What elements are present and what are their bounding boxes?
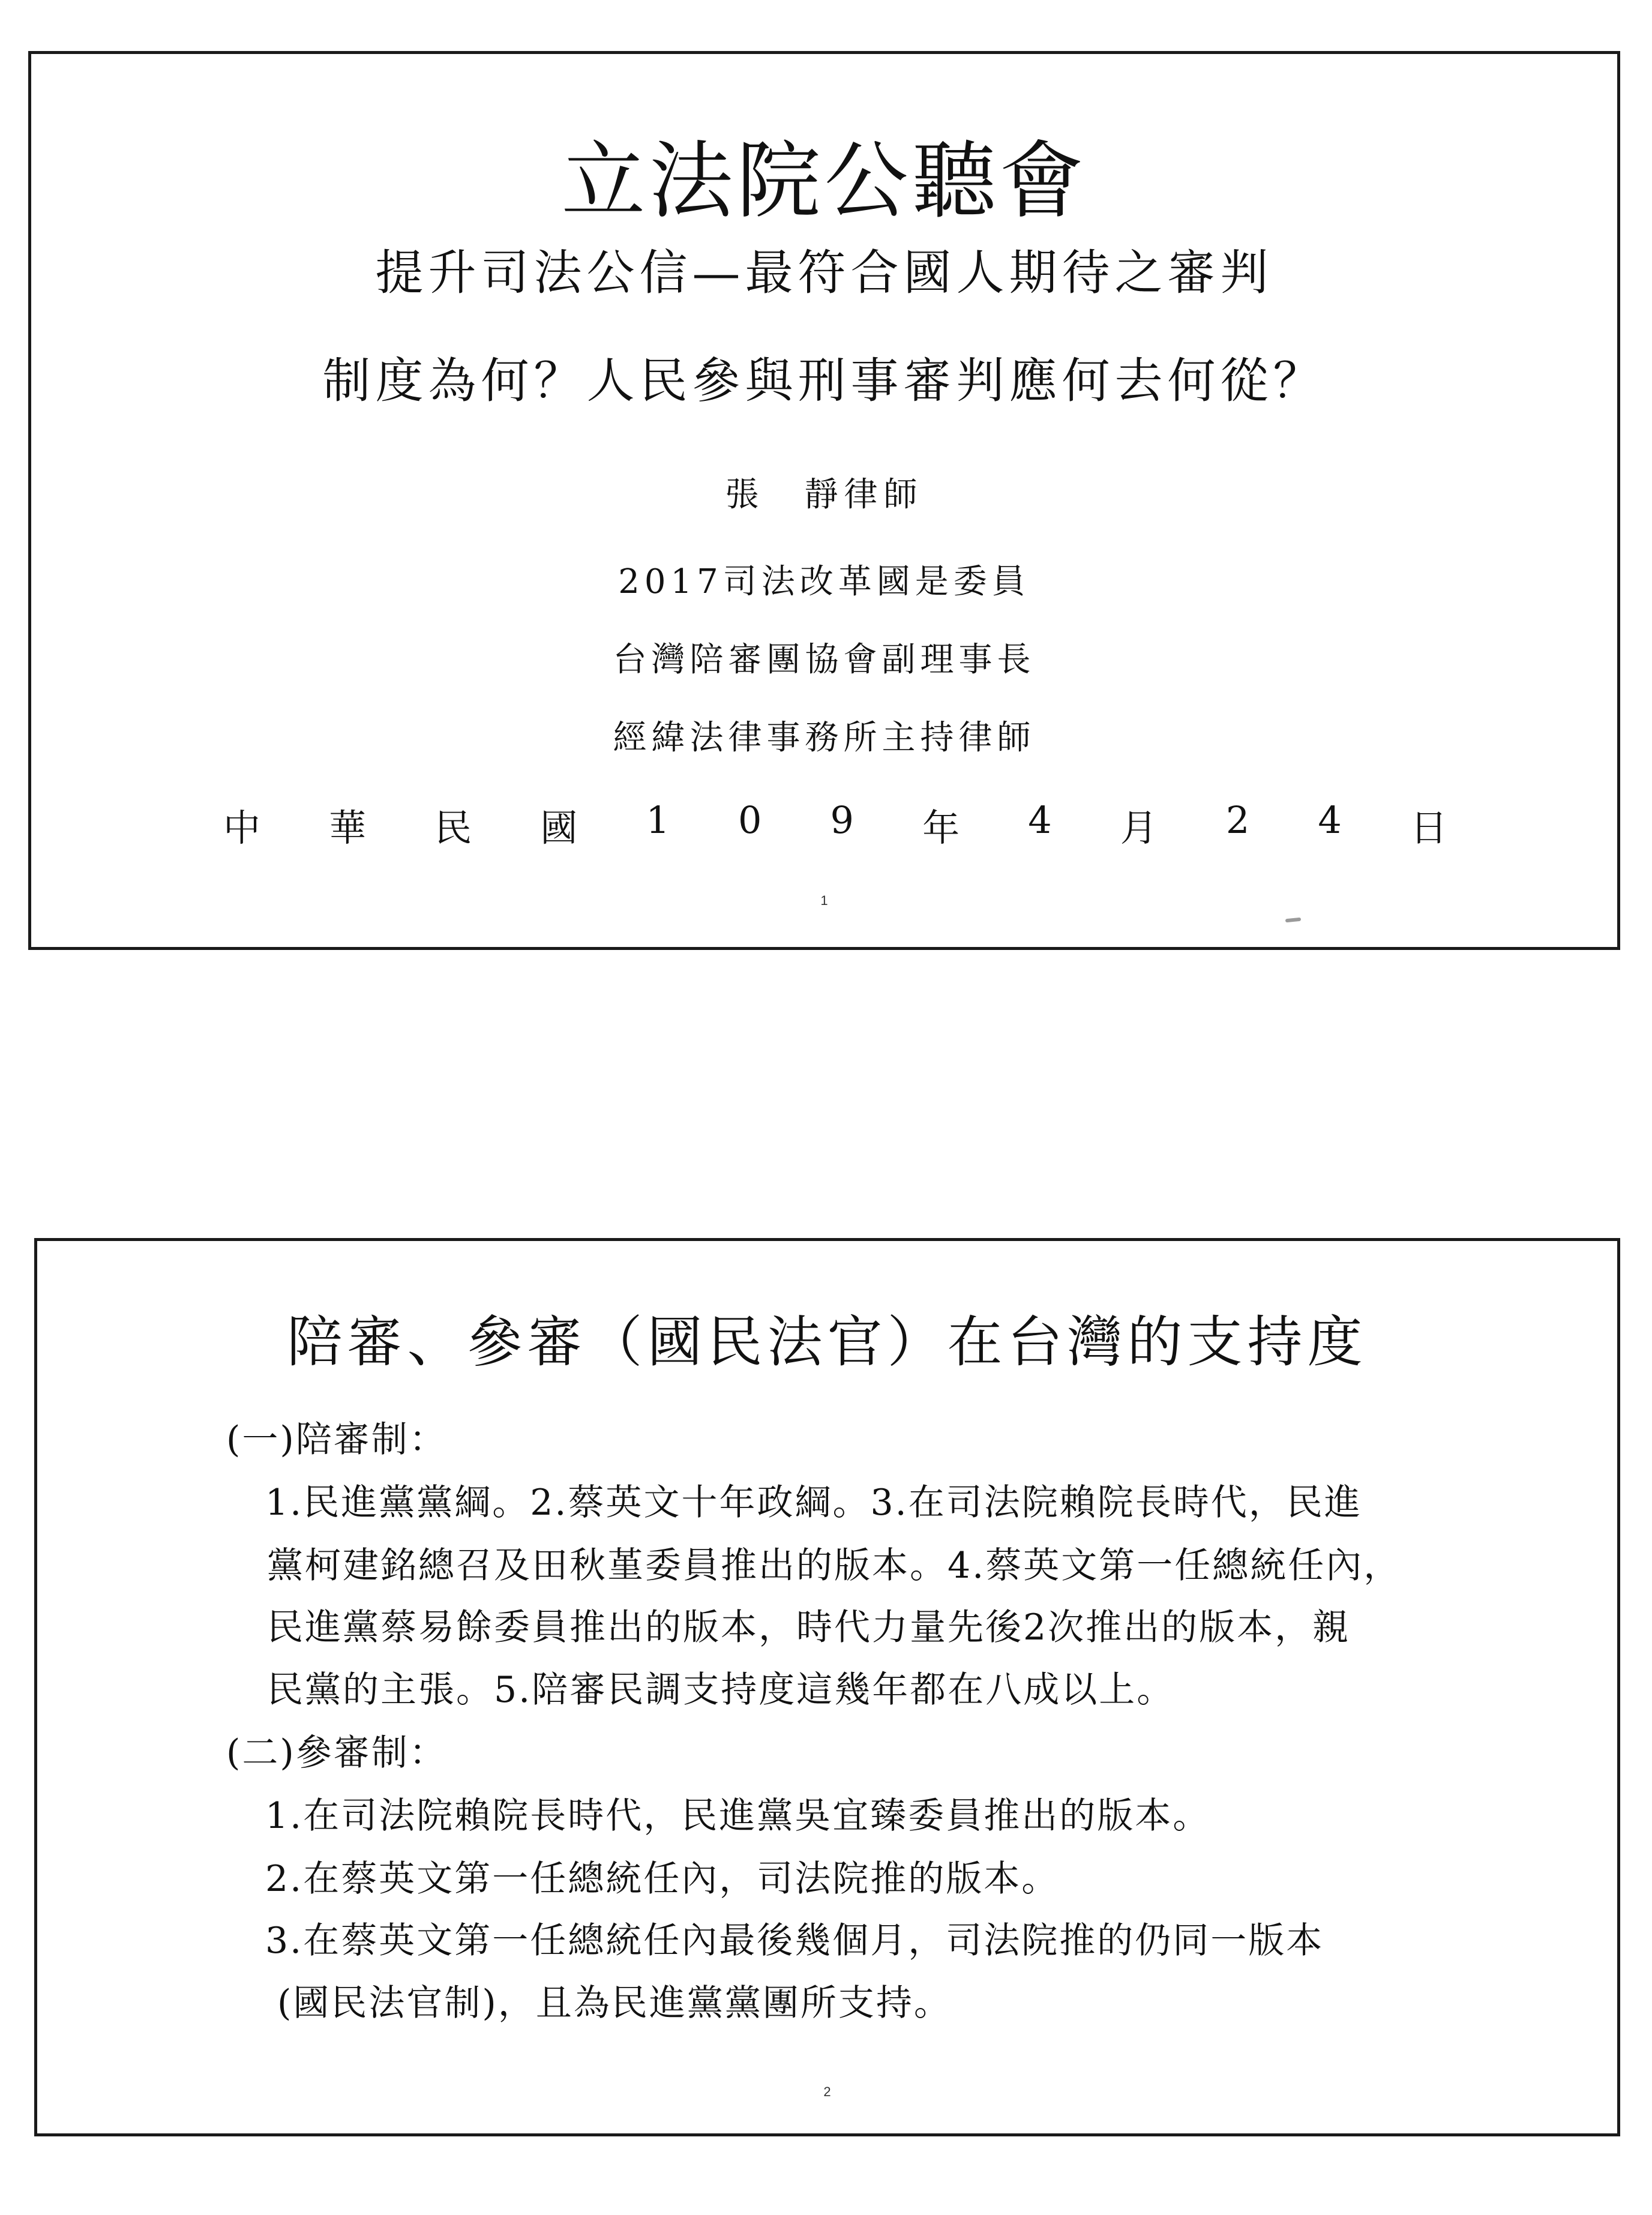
date-char: 4 — [1028, 798, 1052, 842]
list-line: 3.在蔡英文第一任總統任內最後幾個月，司法院推的仍同一版本 — [265, 1920, 1324, 1962]
list-line: 2.在蔡英文第一任總統任內，司法院推的版本。 — [265, 1858, 1060, 1900]
section-heading-lay-judge: (二)參審制： — [226, 1732, 447, 1774]
speaker-role-1: 2017司法改革國是委員 — [618, 562, 1030, 601]
list-line: 民黨的主張。5.陪審民調支持度這幾年都在八成以上。 — [267, 1669, 1175, 1711]
list-line: (國民法官制)，且為民進黨黨團所支持。 — [277, 1982, 952, 2024]
date-char: 月 — [1120, 806, 1158, 850]
date-char: 0 — [737, 798, 762, 842]
date-char: 年 — [922, 806, 960, 850]
list-line: 1.民進黨黨綱。2.蔡英文十年政綱。3.在司法院賴院長時代，民進 — [265, 1482, 1362, 1524]
date-char: 日 — [1410, 806, 1447, 850]
section-heading-jury: (一)陪審制： — [226, 1419, 447, 1461]
topic-line-1: 提升司法公信—最符合國人期待之審判 — [375, 245, 1273, 301]
slide-title: 陪審、參審（國民法官）在台灣的支持度 — [287, 1310, 1368, 1374]
date-char: 1 — [646, 798, 670, 842]
date-char: 4 — [1318, 798, 1342, 842]
list-line: 民進黨蔡易餘委員推出的版本，時代力量先後2次推出的版本，親 — [267, 1606, 1351, 1648]
hearing-title: 立法院公聽會 — [561, 133, 1087, 230]
speaker-role-3: 經緯法律事務所主持律師 — [613, 718, 1036, 757]
slide-2 — [34, 1238, 1620, 2136]
date-char: 華 — [329, 806, 367, 850]
scan-speck — [1285, 918, 1301, 923]
date-line — [223, 798, 1447, 852]
slide-1 — [28, 51, 1620, 950]
date-char: 9 — [830, 798, 854, 842]
page-number: 2 — [823, 2084, 831, 2099]
date-char: 中 — [223, 806, 261, 850]
date-char: 國 — [540, 806, 578, 850]
page-number: 1 — [820, 893, 828, 908]
topic-line-2: 制度為何？人民參與刑事審判應何去何從？ — [322, 353, 1326, 409]
list-line: 1.在司法院賴院長時代，民進黨吳宜臻委員推出的版本。 — [265, 1795, 1211, 1837]
speaker-name: 張 靜律師 — [725, 475, 924, 514]
list-line: 黨柯建銘總召及田秋堇委員推出的版本。4.蔡英文第一任總統任內， — [267, 1545, 1402, 1587]
date-char: 民 — [434, 806, 472, 850]
speaker-role-2: 台灣陪審團協會副理事長 — [613, 640, 1036, 679]
date-char: 2 — [1225, 798, 1250, 842]
